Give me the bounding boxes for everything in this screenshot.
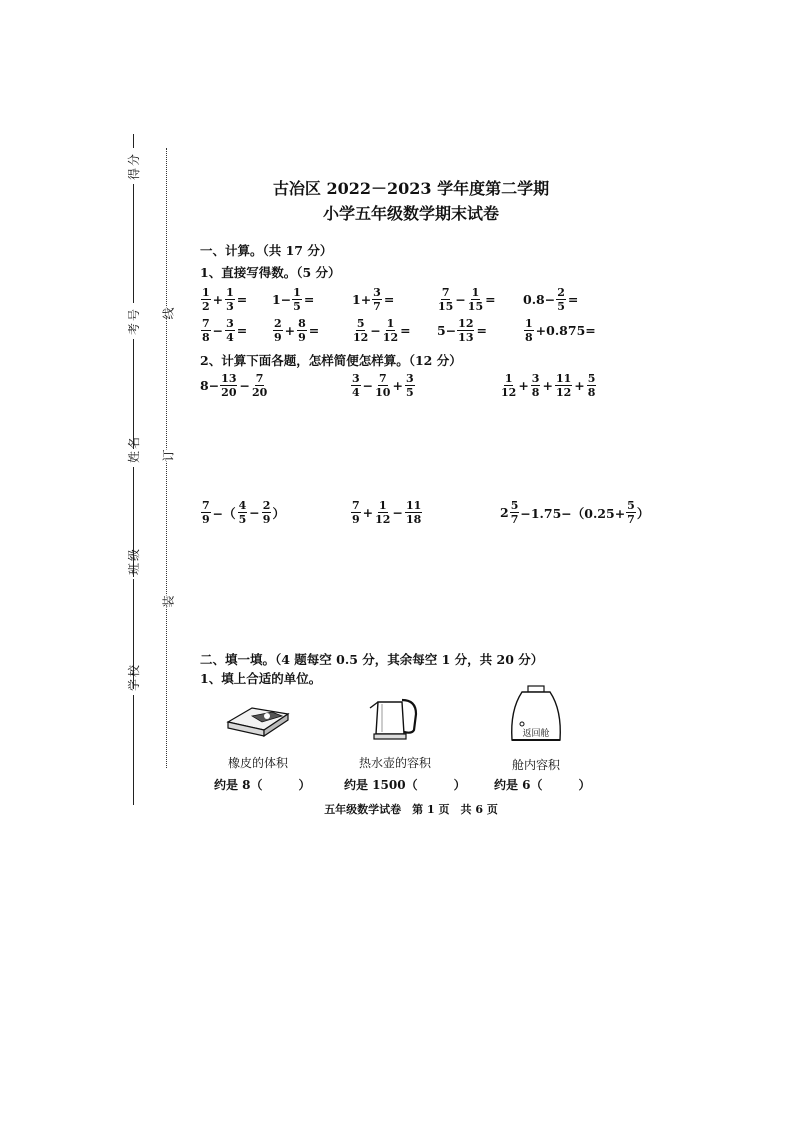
binding-mark-fasten: 装 [161, 595, 176, 608]
capsule-label: 返回舱 [522, 729, 550, 739]
eraser-icon [222, 700, 292, 740]
fraction: $\frac{5}{7}$ [510, 499, 519, 526]
problem-2: $\frac{3}{4}$ − $\frac{7}{10}$ + $\frac{3}{5}$ [352, 372, 414, 399]
calc-2-5: $\frac{1}{8}$ +0.875= [525, 317, 596, 344]
fraction: $\frac{7}{20}$ [251, 372, 268, 399]
page-footer: 五年级数学试卷 第 1 页 共 6 页 [324, 803, 498, 816]
fraction: $\frac{2}{5}$ [557, 286, 565, 313]
fraction: $\frac{7}{15}$ [438, 286, 454, 313]
fraction: $\frac{11}{18}$ [405, 499, 422, 526]
capsule-icon [508, 684, 564, 744]
problem-6: 2 $\frac{5}{7}$ −1.75−（0.25+ $\frac{5}{7}$ ） [500, 499, 650, 526]
calc-2-1: $\frac{7}{8}$ − $\frac{3}{4}$ = [202, 317, 248, 344]
fraction: $\frac{7}{10}$ [375, 372, 391, 399]
fraction: $\frac{11}{12}$ [555, 372, 572, 399]
section1-heading: 一、计算。（共 17 分） [200, 243, 333, 258]
fraction: $\frac{4}{5}$ [238, 499, 247, 526]
calc-1-2: 1− $\frac{1}{5}$ = [272, 286, 315, 313]
calc-1-1: $\frac{1}{2}$ + $\frac{1}{3}$ = [202, 286, 248, 313]
problem-5: $\frac{7}{9}$ + $\frac{1}{12}$ − $\frac{11}{18}$ [352, 499, 422, 526]
section2-heading: 二、填一填。（4 题每空 0.5 分，其余每空 1 分，共 20 分） [200, 652, 544, 667]
fraction: $\frac{3}{7}$ [373, 286, 381, 313]
fraction: $\frac{13}{20}$ [221, 372, 237, 399]
problem-4: $\frac{7}{9}$ −（ $\frac{4}{5}$ − $\frac{2}{9}$ ） [202, 499, 285, 526]
problem-1: 8− $\frac{13}{20}$ − $\frac{7}{20}$ [200, 372, 268, 399]
capsule-caption: 舱内容积 [512, 758, 561, 772]
fraction: $\frac{1}{12}$ [382, 317, 399, 344]
calc-1-5: 0.8− $\frac{2}{5}$ = [523, 286, 579, 313]
fraction: $\frac{7}{8}$ [202, 317, 210, 344]
calc-2-2: $\frac{2}{9}$ + $\frac{8}{9}$ = [274, 317, 320, 344]
fraction: $\frac{5}{8}$ [587, 372, 596, 399]
fraction: $\frac{1}{3}$ [226, 286, 234, 313]
kettle-icon [366, 690, 422, 742]
fraction: $\frac{2}{9}$ [262, 499, 271, 526]
fraction: $\frac{1}{5}$ [293, 286, 301, 313]
name-label: 姓名 [126, 435, 141, 464]
class-label: 班级 [126, 547, 141, 576]
fraction: $\frac{3}{4}$ [226, 317, 234, 344]
part1-heading: 1、直接写得数。（5 分） [200, 265, 341, 280]
fraction: $\frac{8}{9}$ [298, 317, 306, 344]
fraction: $\frac{1}{12}$ [501, 372, 517, 399]
binding-mark-line: 线 [161, 307, 176, 320]
fraction: $\frac{1}{2}$ [202, 286, 210, 313]
score-label: 得分 [126, 152, 141, 181]
fraction: $\frac{1}{15}$ [467, 286, 484, 313]
part2-heading: 2、计算下面各题，怎样简便怎样算。（12 分） [200, 353, 462, 368]
problem-3: $\frac{1}{12}$ + $\frac{3}{8}$ + $\frac{11}{12}$ + $\frac{5}{8}$ [501, 372, 596, 399]
calc-1-4: $\frac{7}{15}$ − $\frac{1}{15}$ = [438, 286, 496, 313]
exam-title-line1: 古冶区 2022－2023 学年度第二学期 [272, 179, 550, 198]
calc-2-4: 5− $\frac{12}{13}$ = [437, 317, 487, 344]
calc-2-3: $\frac{5}{12}$ − $\frac{1}{12}$ = [353, 317, 411, 344]
exam-number-label: 考号 [126, 307, 141, 336]
fraction: $\frac{7}{9}$ [352, 499, 360, 526]
capsule-answer-blank[interactable]: 约是 6（ ） [494, 778, 591, 792]
calc-1-3: 1+ $\frac{3}{7}$ = [352, 286, 395, 313]
fraction: $\frac{5}{7}$ [627, 499, 635, 526]
fraction: $\frac{12}{13}$ [458, 317, 474, 344]
fraction: $\frac{3}{5}$ [405, 372, 414, 399]
kettle-caption: 热水壶的容积 [359, 756, 432, 770]
school-field[interactable] [124, 645, 142, 805]
fraction: $\frac{3}{4}$ [352, 372, 360, 399]
fraction: $\frac{2}{9}$ [274, 317, 282, 344]
section2-part1-heading: 1、填上合适的单位。 [200, 671, 322, 686]
fraction: $\frac{3}{8}$ [531, 372, 540, 399]
school-label: 学校 [126, 663, 141, 692]
binding-mark-bind: 订 [161, 449, 176, 462]
fraction: $\frac{5}{12}$ [353, 317, 369, 344]
fraction: $\frac{7}{9}$ [202, 499, 210, 526]
kettle-answer-blank[interactable]: 约是 1500（ ） [344, 778, 466, 792]
fraction: $\frac{1}{8}$ [525, 317, 533, 344]
eraser-answer-blank[interactable]: 约是 8（ ） [214, 778, 311, 792]
fraction: $\frac{1}{12}$ [375, 499, 391, 526]
eraser-caption: 橡皮的体积 [228, 756, 289, 770]
exam-title-line2: 小学五年级数学期末试卷 [322, 204, 499, 223]
